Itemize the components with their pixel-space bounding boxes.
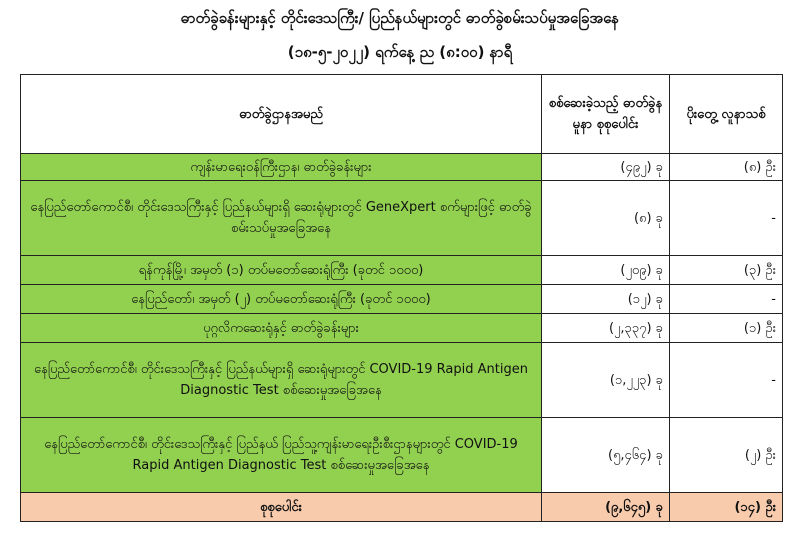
total-samples-cell: (၉,၆၄၅) ခု bbox=[542, 493, 670, 522]
header-total-samples: စစ်ဆေးခဲ့သည့် ဓာတ်ခွဲနမူနာ စုစုပေါင်း bbox=[542, 75, 670, 154]
table-row bbox=[21, 181, 783, 256]
table-row bbox=[21, 343, 783, 418]
new-cases-cell: (၈) ဦး bbox=[670, 154, 783, 181]
lab-name-cell: ပုဂ္ဂလိကဆေးရုံနှင့် ဓာတ်ခွဲခန်းများ bbox=[21, 314, 542, 343]
new-cases-cell: - bbox=[670, 343, 783, 418]
lab-name-cell: နေပြည်တော်ကောင်စီ၊ တိုင်းဒေသကြီးနှင့် ပြည်နယ်များရှိ ဆေးရုံများတွင် GeneXpert စက်များဖြင့် ဓာတ်ခွဲစမ်းသပ်မှုအခြေအနေ bbox=[21, 181, 542, 256]
samples-cell: (၄၉၂) ခု bbox=[542, 154, 670, 181]
lab-name-cell: ကျန်းမာရေးဝန်ကြီးဌာန၊ ဓာတ်ခွဲခန်းများ bbox=[21, 154, 542, 181]
samples-cell: (၁၂) ခု bbox=[542, 285, 670, 314]
table-row bbox=[21, 314, 783, 343]
header-new-cases: ပိုးတွေ့ လူနာသစ် bbox=[670, 75, 783, 154]
table-row bbox=[21, 256, 783, 285]
lab-name-cell: ရန်ကုန်မြို့၊ အမှတ် (၁) တပ်မတော်ဆေးရုံကြီး (ခုတင် ၁၀၀၀) bbox=[21, 256, 542, 285]
samples-cell: (၂၀၉) ခု bbox=[542, 256, 670, 285]
new-cases-cell: - bbox=[670, 181, 783, 256]
samples-cell: (၂,၃၃၇) ခု bbox=[542, 314, 670, 343]
table-row bbox=[21, 418, 783, 493]
new-cases-cell: (၂) ဦး bbox=[670, 418, 783, 493]
total-row bbox=[21, 493, 783, 522]
samples-cell: (၅,၄၆၄) ခု bbox=[542, 418, 670, 493]
new-cases-cell: (၁) ဦး bbox=[670, 314, 783, 343]
lab-testing-table bbox=[20, 74, 783, 522]
samples-cell: (၈) ခု bbox=[542, 181, 670, 256]
new-cases-cell: - bbox=[670, 285, 783, 314]
new-cases-cell: (၃) ဦး bbox=[670, 256, 783, 285]
report-title: ဓာတ်ခွဲခန်းများနှင့် တိုင်းဒေသကြီး/ ပြည်နယ်များတွင် ဓာတ်ခွဲစမ်းသပ်မှုအခြေအနေ bbox=[180, 9, 620, 27]
table-header-row bbox=[21, 75, 783, 154]
report-date: (၁၈-၅-၂၀၂၂) ရက်နေ့ ည (၈:၀၀) နာရီ bbox=[287, 43, 513, 61]
lab-name-cell: နေပြည်တော်ကောင်စီ၊ တိုင်းဒေသကြီးနှင့် ပြည်နယ် ပြည်သူ့ကျန်းမာရေးဦးစီးဌာနများတွင် COVID-19 Rapid Antigen Diagnostic Test စစ်ဆေးမှုအခြေအနေ bbox=[21, 418, 542, 493]
total-label-cell: စုစုပေါင်း bbox=[21, 493, 542, 522]
lab-name-cell: နေပြည်တော်၊ အမှတ် (၂) တပ်မတော်ဆေးရုံကြီး (ခုတင် ၁၀၀၀) bbox=[21, 285, 542, 314]
total-new-cases-cell: (၁၄) ဦး bbox=[670, 493, 783, 522]
table-row bbox=[21, 154, 783, 181]
samples-cell: (၁,၂၂၃) ခု bbox=[542, 343, 670, 418]
table-row bbox=[21, 285, 783, 314]
lab-name-cell: နေပြည်တော်ကောင်စီ၊ တိုင်းဒေသကြီးနှင့် ပြည်နယ်များရှိ ဆေးရုံများတွင် COVID-19 Rapid Antigen Diagnostic Test စစ်ဆေးမှုအခြေအနေ bbox=[21, 343, 542, 418]
header-lab-name: ဓာတ်ခွဲဌာနအမည် bbox=[21, 75, 542, 154]
